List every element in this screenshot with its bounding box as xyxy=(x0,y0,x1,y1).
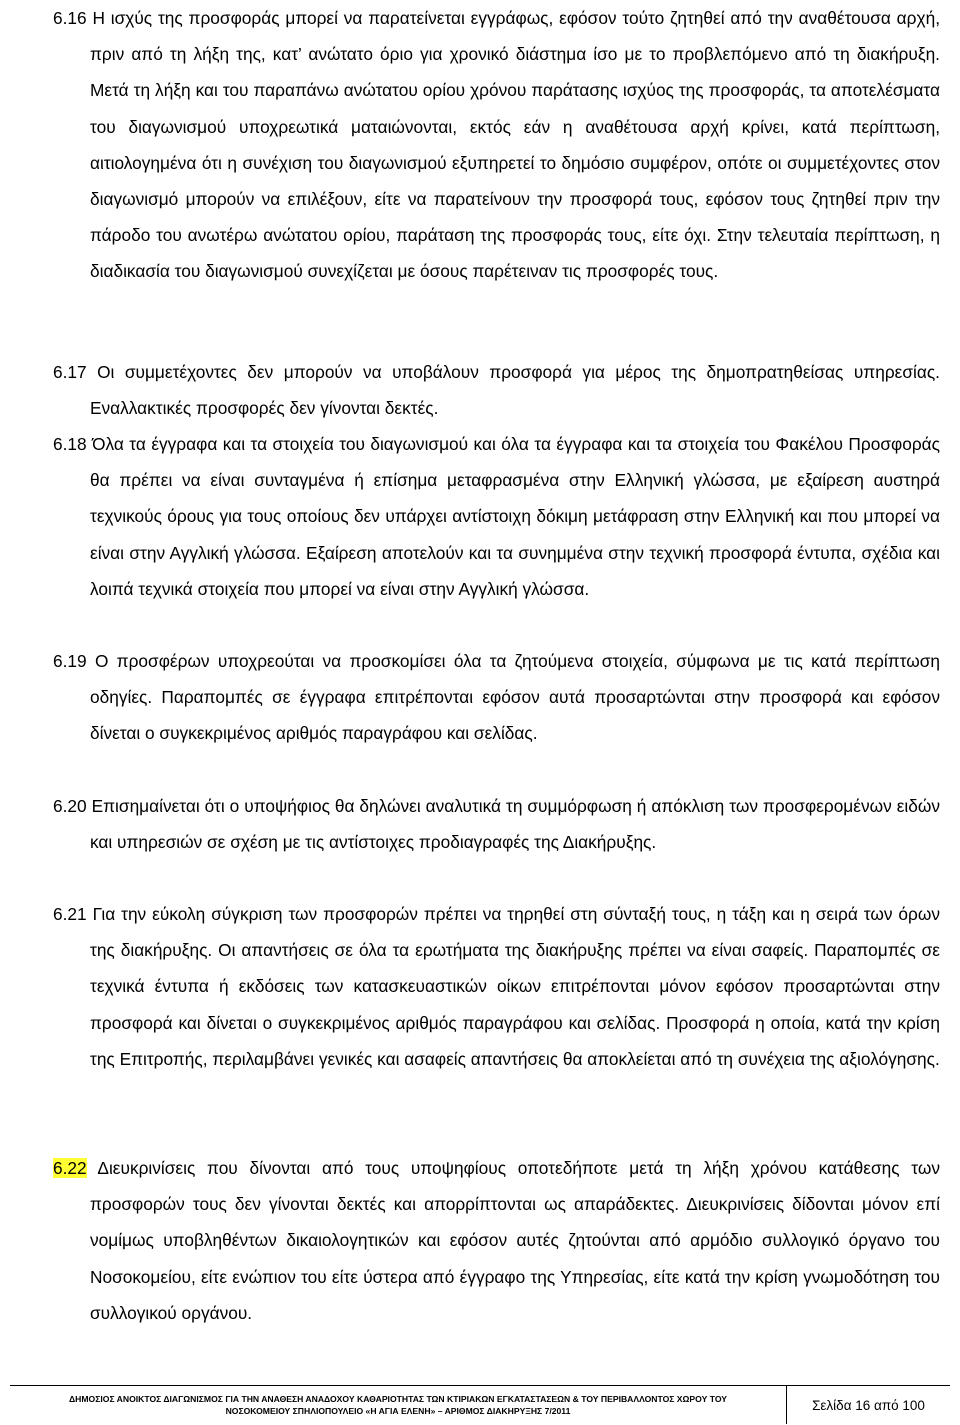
page-footer xyxy=(10,1385,950,1424)
paragraph-number: 6.18 xyxy=(53,434,87,454)
paragraph-6-19 xyxy=(53,643,940,752)
highlighted-paragraph-number: 6.22 xyxy=(53,1158,87,1178)
footer-title xyxy=(10,1386,787,1424)
paragraph-6-21 xyxy=(53,896,940,1077)
paragraph-text: Επισημαίνεται ότι ο υποψήφιος θα δηλώνει αναλυτικά τη συμμόρφωση ή απόκλιση των προσφερομένων ειδών και υπηρεσιών σε σχέση με τις αντίστοιχες προδιαγραφές της Διακήρυξης. xyxy=(90,796,940,853)
footer-title-line-2: ΝΟΣΟΚΟΜΕΙΟΥ ΣΠΗΛΙΟΠΟΥΛΕΙΟ «Η ΑΓΙΑ ΕΛΕΝΗ» – ΑΡΙΘΜΟΣ ΔΙΑΚΗΡΥΞΗΣ 7/2011 xyxy=(225,1406,571,1416)
paragraph-text: Όλα τα έγγραφα και τα στοιχεία του διαγωνισμού και όλα τα έγγραφα και τα στοιχεία του Φακέλου Προσφοράς θα πρέπει να είναι συνταγμένα ή επίσημα μεταφρασμένα στην Ελληνική γλώσσα, με εξαίρεση αυστηρά τεχνικούς όρους για τους οποίους δεν υπάρχει αντίστοιχη δόκιμη μετάφραση στην Ελληνική και που μπορεί να είναι στην Αγγλική γλώσσα. Εξαίρεση αποτελούν και τα συνημμένα στην τεχνική προσφορά έντυπα, σχέδια και λοιπά τεχνικά στοιχεία που μπορεί να είναι στην Αγγλική γλώσσα. xyxy=(90,434,940,599)
paragraph-number: 6.16 xyxy=(53,8,87,28)
paragraph-6-17 xyxy=(53,354,940,426)
paragraph-text: Για την εύκολη σύγκριση των προσφορών πρέπει να τηρηθεί στη σύνταξή τους, η τάξη και η σειρά των όρων της διακήρυξης. Οι απαντήσεις σε όλα τα ερωτήματα της διακήρυξης πρέπει να είναι σαφείς. Παραπομπές σε τεχνικά έντυπα ή εκδόσεις των κατασκευαστικών οίκων επιτρέπονται μόνον εφόσον προσαρτώνται στην προσφορά και δίνεται ο συγκεκριμένος αριθμός παραγράφου και σελίδας. Προσφορά η οποία, κατά την κρίση της Επιτροπής, περιλαμβάνει γενικές και ασαφείς απαντήσεις θα αποκλείεται από τη συνέχεια της αξιολόγησης. xyxy=(90,904,940,1069)
paragraph-text: Ο προσφέρων υποχρεούται να προσκομίσει όλα τα ζητούμενα στοιχεία, σύμφωνα με τις κατά περίπτωση οδηγίες. Παραπομπές σε έγγραφα επιτρέπονται εφόσον αυτά προσαρτώνται στην προσφορά και εφόσον δίνεται ο συγκεκριμένος αριθμός παραγράφου και σελίδας. xyxy=(90,651,940,744)
paragraph-number: 6.20 xyxy=(53,796,87,816)
paragraph-number: 6.19 xyxy=(53,651,87,671)
paragraph-6-18 xyxy=(53,426,940,607)
paragraph-text: Η ισχύς της προσφοράς μπορεί να παρατείνεται εγγράφως, εφόσον τούτο ζητηθεί από την αναθέτουσα αρχή, πριν από τη λήξη της, κατ’ ανώτατο όριο για χρονικό διάστημα ίσο με το προβλεπόμενο από τη διακήρυξη. Μετά τη λήξη και του παραπάνω ανώτατου ορίου χρόνου παράτασης ισχύος της προσφοράς, τα αποτελέσματα του διαγωνισμού υποχρεωτικά ματαιώνονται, εκτός εάν η αναθέτουσα αρχή κρίνει, κατά περίπτωση, αιτιολογημένα ότι η συνέχιση του διαγωνισμού εξυπηρετεί το δημόσιο συμφέρον, οπότε οι συμμετέχοντες στον διαγωνισμό μπορούν να επιλέξουν, είτε να παρατείνουν την προσφορά τους, εφόσον τους ζητηθεί πριν την πάροδο του ανωτέρω ανώτατου ορίου, παράταση της προσφοράς τους, είτε όχι. Στην τελευταία περίπτωση, η διαδικασία του διαγωνισμού συνεχίζεται με όσους παρέτειναν τις προσφορές τους. xyxy=(90,8,940,282)
page-number: Σελίδα 16 από 100 xyxy=(812,1397,925,1413)
paragraph-6-22 xyxy=(53,1150,940,1331)
paragraph-6-20 xyxy=(53,788,940,860)
paragraph-number: 6.21 xyxy=(53,904,87,924)
paragraph-text: Διευκρινίσεις που δίνονται από τους υποψηφίους οποτεδήποτε μετά τη λήξη χρόνου κατάθεσης των προσφορών τους δεν γίνονται δεκτές και απορρίπτονται ως απαράδεκτες. Διευκρινίσεις δίδονται μόνον επί νομίμως υποβληθέντων δικαιολογητικών και εφόσον αυτές ζητούνται από αρμόδιο συλλογικό όργανο του Νοσοκομείου, είτε ενώπιον του είτε ύστερα από έγγραφο της Υπηρεσίας, είτε κατά την κρίση γνωμοδότηση του συλλογικού οργάνου. xyxy=(90,1158,940,1323)
paragraph-text: Οι συμμετέχοντες δεν μπορούν να υποβάλουν προσφορά για μέρος της δημοπρατηθείσας υπηρεσίας. Εναλλακτικές προσφορές δεν γίνονται δεκτές. xyxy=(90,362,940,419)
paragraph-6-16 xyxy=(53,0,940,290)
paragraph-number: 6.17 xyxy=(53,362,87,382)
footer-title-line-1: ΔΗΜΟΣΙΟΣ ΑΝΟΙΚΤΟΣ ΔΙΑΓΩΝΙΣΜΟΣ ΓΙΑ ΤΗΝ ΑΝΑΘΕΣΗ ΑΝΑΔΟΧΟΥ ΚΑΘΑΡΙΟΤΗΤΑΣ ΤΩΝ ΚΤΙΡΙΑΚΩΝ ΕΓΚΑΤΑΣΤΑΣΕΩΝ & ΤΟΥ ΠΕΡΙΒΑΛΛΟΝΤΟΣ ΧΩΡΟΥ ΤΟΥ xyxy=(68,1394,728,1404)
